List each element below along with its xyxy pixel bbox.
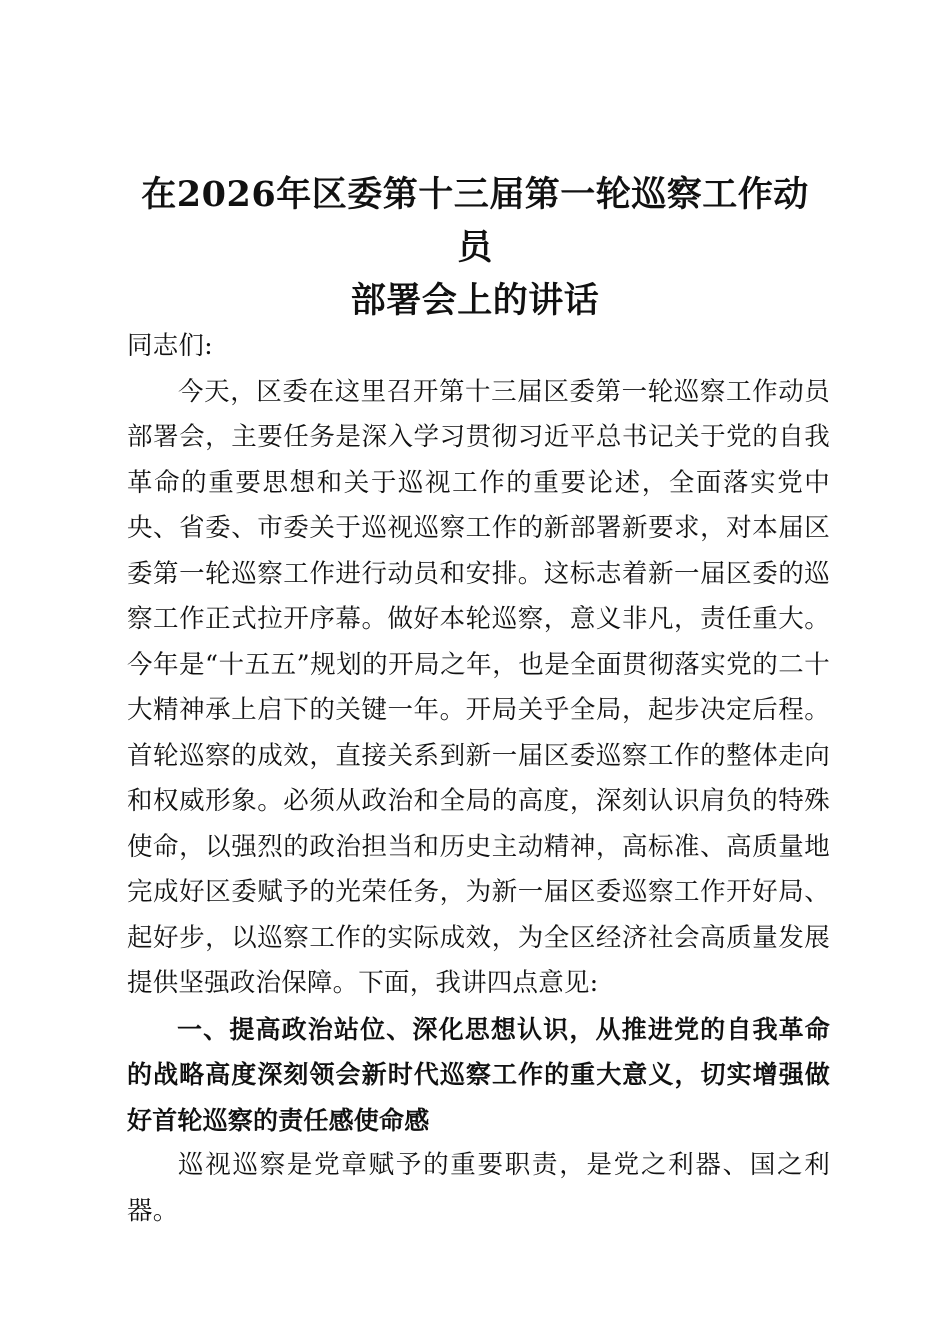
title-line-1: 在2026年区委第十三届第一轮巡察工作动员 bbox=[141, 174, 809, 268]
salutation: 同志们: bbox=[127, 331, 213, 361]
paragraph-section-1: 巡视巡察是党章赋予的重要职责，是党之利器、国之利器。 bbox=[127, 1150, 830, 1226]
document-body bbox=[127, 324, 830, 1234]
document-title bbox=[125, 168, 825, 327]
section-heading-1: 一、提高政治站位、深化思想认识，从推进党的自我革命的战略高度深刻领会新时代巡察工作的重大意义，切实增强做好首轮巡察的责任感使命感 bbox=[127, 1014, 830, 1135]
paragraph-intro: 今天，区委在这里召开第十三届区委第一轮巡察工作动员部署会，主要任务是深入学习贯彻习近平总书记关于党的自我革命的重要思想和关于巡视工作的重要论述，全面落实党中央、省委、市委关于巡视巡察工作的新部署新要求，对本届区委第一轮巡察工作进行动员和安排。这标志着新一届区委的巡察工作正式拉开序幕。做好本轮巡察，意义非凡，责任重大。今年是“十五五”规划的开局之年，也是全面贯彻落实党的二十大精神承上启下的关键一年。开局关乎全局，起步决定后程。首轮巡察的成效，直接关系到新一届区委巡察工作的整体走向和权威形象。必须从政治和全局的高度，深刻认识肩负的特殊使命，以强烈的政治担当和历史主动精神，高标准、高质量地完成好区委赋予的光荣任务，为新一届区委巡察工作开好局、起好步，以巡察工作的实际成效，为全区经济社会高质量发展提供坚强政治保障。下面，我讲四点意见: bbox=[127, 376, 830, 998]
title-line-2: 部署会上的讲话 bbox=[350, 280, 600, 321]
